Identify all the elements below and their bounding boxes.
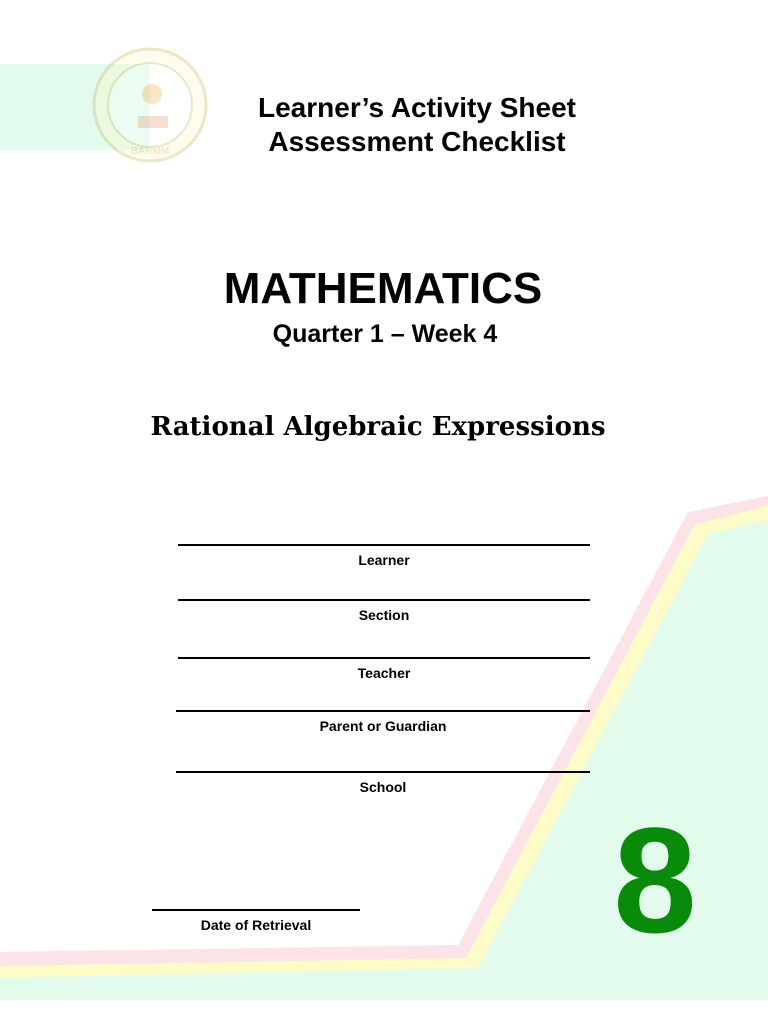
section-blank-line[interactable] xyxy=(178,599,590,601)
svg-text:BARMM: BARMM xyxy=(130,146,170,157)
lesson-topic: Rational Algebraic Expressions xyxy=(150,412,606,442)
grade-level-number: 8 xyxy=(613,796,697,964)
sheet-title-line-1: Learner’s Activity Sheet xyxy=(258,92,576,123)
section-field xyxy=(178,599,590,623)
teacher-field xyxy=(178,657,590,681)
teacher-blank-line[interactable] xyxy=(178,657,590,659)
section-label: Section xyxy=(358,607,410,623)
learner-blank-line[interactable] xyxy=(178,544,590,546)
subject-title: MATHEMATICS xyxy=(223,264,543,313)
parent-label: Parent or Guardian xyxy=(319,718,447,734)
school-blank-line[interactable] xyxy=(176,771,590,773)
date-field xyxy=(152,909,360,933)
school-label: School xyxy=(359,779,407,795)
date-label: Date of Retrieval xyxy=(200,917,312,933)
sheet-title-line-2: Assessment Checklist xyxy=(268,126,566,157)
date-blank-line[interactable] xyxy=(152,909,360,911)
parent-field xyxy=(176,710,590,734)
parent-blank-line[interactable] xyxy=(176,710,590,712)
teacher-label: Teacher xyxy=(357,665,411,681)
learner-field xyxy=(178,544,590,568)
school-field xyxy=(176,771,590,795)
learner-label: Learner xyxy=(358,552,410,568)
quarter-week-label: Quarter 1 – Week 4 xyxy=(272,320,498,348)
